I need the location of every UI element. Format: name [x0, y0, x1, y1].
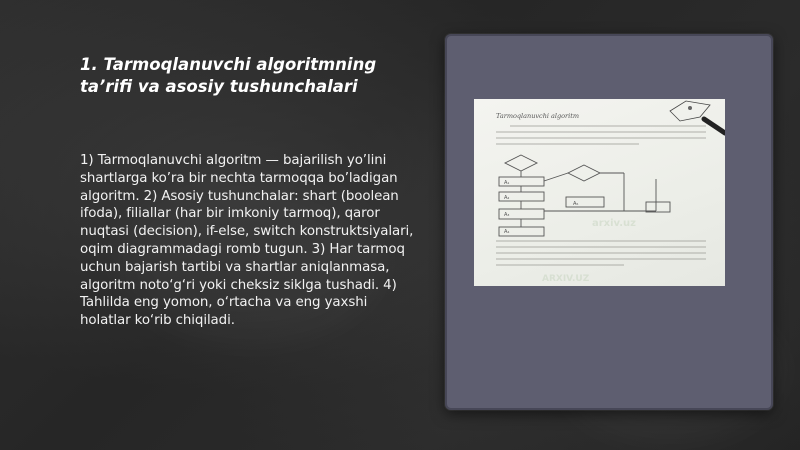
svg-text:A₅: A₅ — [573, 201, 579, 207]
svg-text:A₃: A₃ — [504, 212, 510, 218]
svg-text:A₁: A₁ — [504, 180, 510, 186]
slide-body-text: 1) Tarmoqlanuvchi algoritm — bajarilish yo’lini shartlarga ko’ra bir nechta tarmoqqa bo’ladigan algoritm. 2) Asosiy tushunchalar: shart (boolean ifoda), filiallar (har bir imkoniy tarmoq), qaror nuqtasi (decision), if-else, switch konstruktsiyalari, oqim diagrammadagi romb tugun. 3) Har tarmoq uchun bajarish tartibi va shartlar aniqlanmasa, algoritm noto‘g‘ri yoki cheksiz siklga tushadi. 4) Tahlilda eng yomon, o‘rtacha va eng yaxshi holatlar ko‘rib chiqiladi. — [80, 153, 414, 329]
document-photo — [474, 99, 725, 286]
watermark-text-bottom: ARXIV.UZ — [542, 274, 590, 284]
svg-text:A₂: A₂ — [504, 195, 510, 201]
document-heading: Tarmoqlanuvchi algoritm — [496, 112, 580, 120]
flowchart-diagram — [499, 155, 670, 236]
image-panel — [445, 34, 773, 410]
pen-icon — [670, 101, 725, 133]
flowchart-document-image — [474, 99, 725, 286]
watermark-text: arxiv.uz — [592, 218, 636, 229]
svg-text:A₄: A₄ — [504, 229, 510, 235]
slide-title: 1. Tarmoqlanuvchi algoritmning ta’rifi va asosiy tushunchalari — [80, 55, 377, 96]
